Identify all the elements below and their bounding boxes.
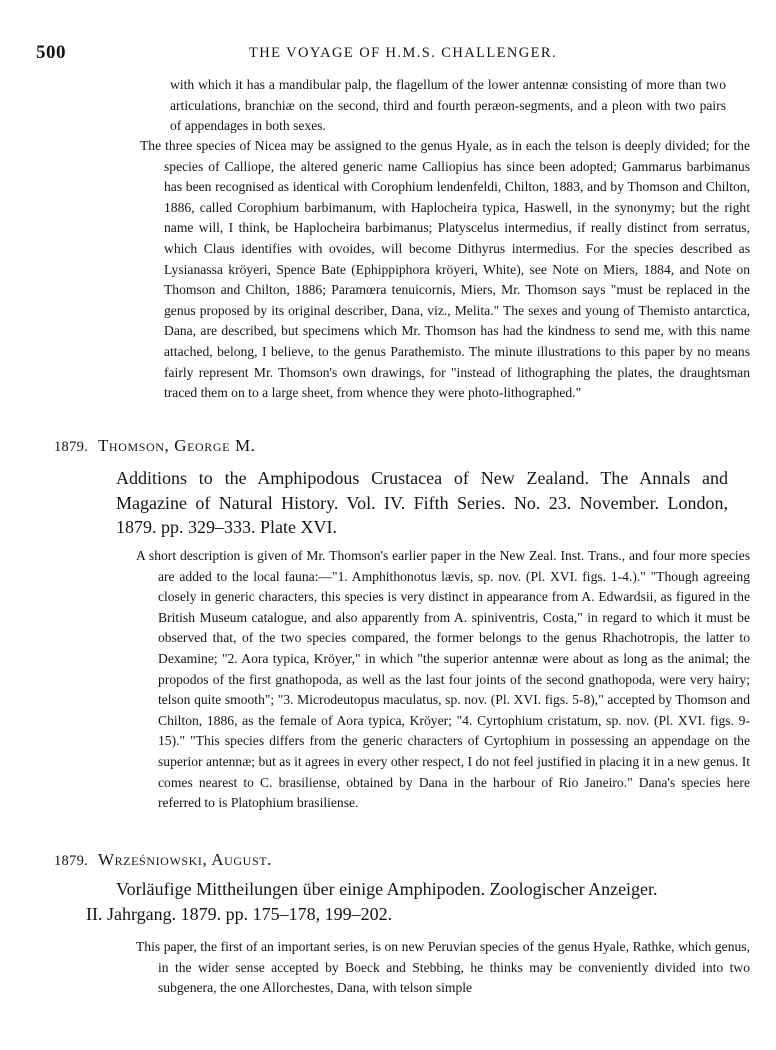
entry-title-line-1: Vorläufige Mittheilungen über einige Amphipoden. Zoologischer Anzeiger. bbox=[116, 879, 658, 899]
continuation-paragraph-2: The three species of Nicea may be assigned to the genus Hyale, as in each the telson is deeply divided; for the species of Calliope, the altered generic name Calliopius has since been adopted; Gammarus barbimanus has been recognised as identical with Corophium lendenfeldi, Chilton, 1883, and by Thomson and Chilton, 1886, called Corophium barbimanum, with Haplocheira typica, Haswell, in the synonymy; but the right name will, I think, be Haplocheira barbimanus; Platyscelus intermedius, if really distinct from serratus, which Claus identifies with ovoides, will become Dithyrus intermedius. For the species described as Lysianassa kröyeri, Spence Bate (Ephippiphora kröyeri, White), see Note on Miers, 1884, and Note on Thomson and Chilton, 1886; Paramœra tenuicornis, Miers, Mr. Thomson says "must be replaced in the genus proposed by its original describer, Dana, viz., Melita." The sexes and young of Themisto antarctica, Dana, are described, but specimens which Mr. Thomson has had the kindness to send me, with this name attached, belong, I believe, to the genus Parathemisto. The minute illustrations to this paper by no means fairly represent Mr. Thomson's own drawings, for "instead of lithographing the plates, the draughtsman traced them on to a large sheet, from whence they were photo-lithographed." bbox=[140, 138, 750, 401]
running-title: THE VOYAGE OF H.M.S. CHALLENGER. bbox=[249, 45, 557, 61]
entry-title-thomson: Additions to the Amphipodous Crustacea of New Zealand. The Annals and Magazine of Natural History. Vol. IV. Fifth Series. No. 23. November. London, 1879. pp. 329–333. Plate XVI. bbox=[116, 468, 728, 537]
entry-author: Wrześniowski, August. bbox=[97, 850, 273, 869]
entry-year: 1879. bbox=[54, 439, 89, 455]
entry-title-wrzesniowski bbox=[86, 877, 728, 926]
entry-author: Thomson, George M. bbox=[97, 436, 256, 455]
running-header bbox=[36, 42, 740, 64]
entry-description-thomson: A short description is given of Mr. Thomson's earlier paper in the New Zeal. Inst. Trans., and four more species are added to the local fauna:—"1. Amphithonotus lævis, sp. nov. (Pl. XVI. figs. 1-4.)." "Though agreeing closely in generic characters, this species is very distinct in appearance from A. Edwardsii, as figured in the British Museum catalogue, and also apparently from A. spiniventris, Costa," in regard to which it must be observed that, of the two species compared, the former belongs to the genus Rhachotropis, the latter to Dexamine; "2. Aora typica, Kröyer," in which "the superior antennæ were about as long as the animal; the propodos of the first gnathopoda, as well as the last four joints of the second gnathopoda, were very hairy; telson quite smooth"; "3. Microdeutopus maculatus, sp. nov. (Pl. XVI. figs. 5-8)," accepted by Thomson and Chilton, 1886, as the female of Aora typica, Kröyer; "4. Cyrtophium cristatum, sp. nov. (Pl. XVI. figs. 9-15)." "This species differs from the generic characters of Cyrtophium in possessing an appendage on the superior antennæ; but as it agrees in every other respect, I do not feel justified in placing it in a new genus. It comes nearest to C. brasiliense, obtained by Dana in the harbour of Rio Janeiro." Dana's species here referred to is Platophium brasiliense. bbox=[136, 548, 750, 811]
entry-title-line-2: II. Jahrgang. 1879. pp. 175–178, 199–202. bbox=[86, 903, 393, 924]
page-number: 500 bbox=[36, 42, 66, 63]
entry-heading-wrzesniowski bbox=[54, 850, 272, 870]
entry-heading-thomson bbox=[54, 436, 256, 456]
entry-description-wrzesniowski: This paper, the first of an important series, is on new Peruvian species of the genus Hyale, Rathke, which genus, in the wider sense accepted by Boeck and Stebbing, he thinks may be conveniently divided into two subgenera, the one Allorchestes, Dana, with telson simple bbox=[136, 939, 750, 996]
entry-year: 1879. bbox=[54, 853, 89, 869]
continuation-paragraph-1: with which it has a mandibular palp, the flagellum of the lower antennæ consisting of more than two articulations, branchiæ on the second, third and fourth peræon-segments, and a pleon with two pairs of appendages in both sexes. bbox=[170, 77, 726, 134]
